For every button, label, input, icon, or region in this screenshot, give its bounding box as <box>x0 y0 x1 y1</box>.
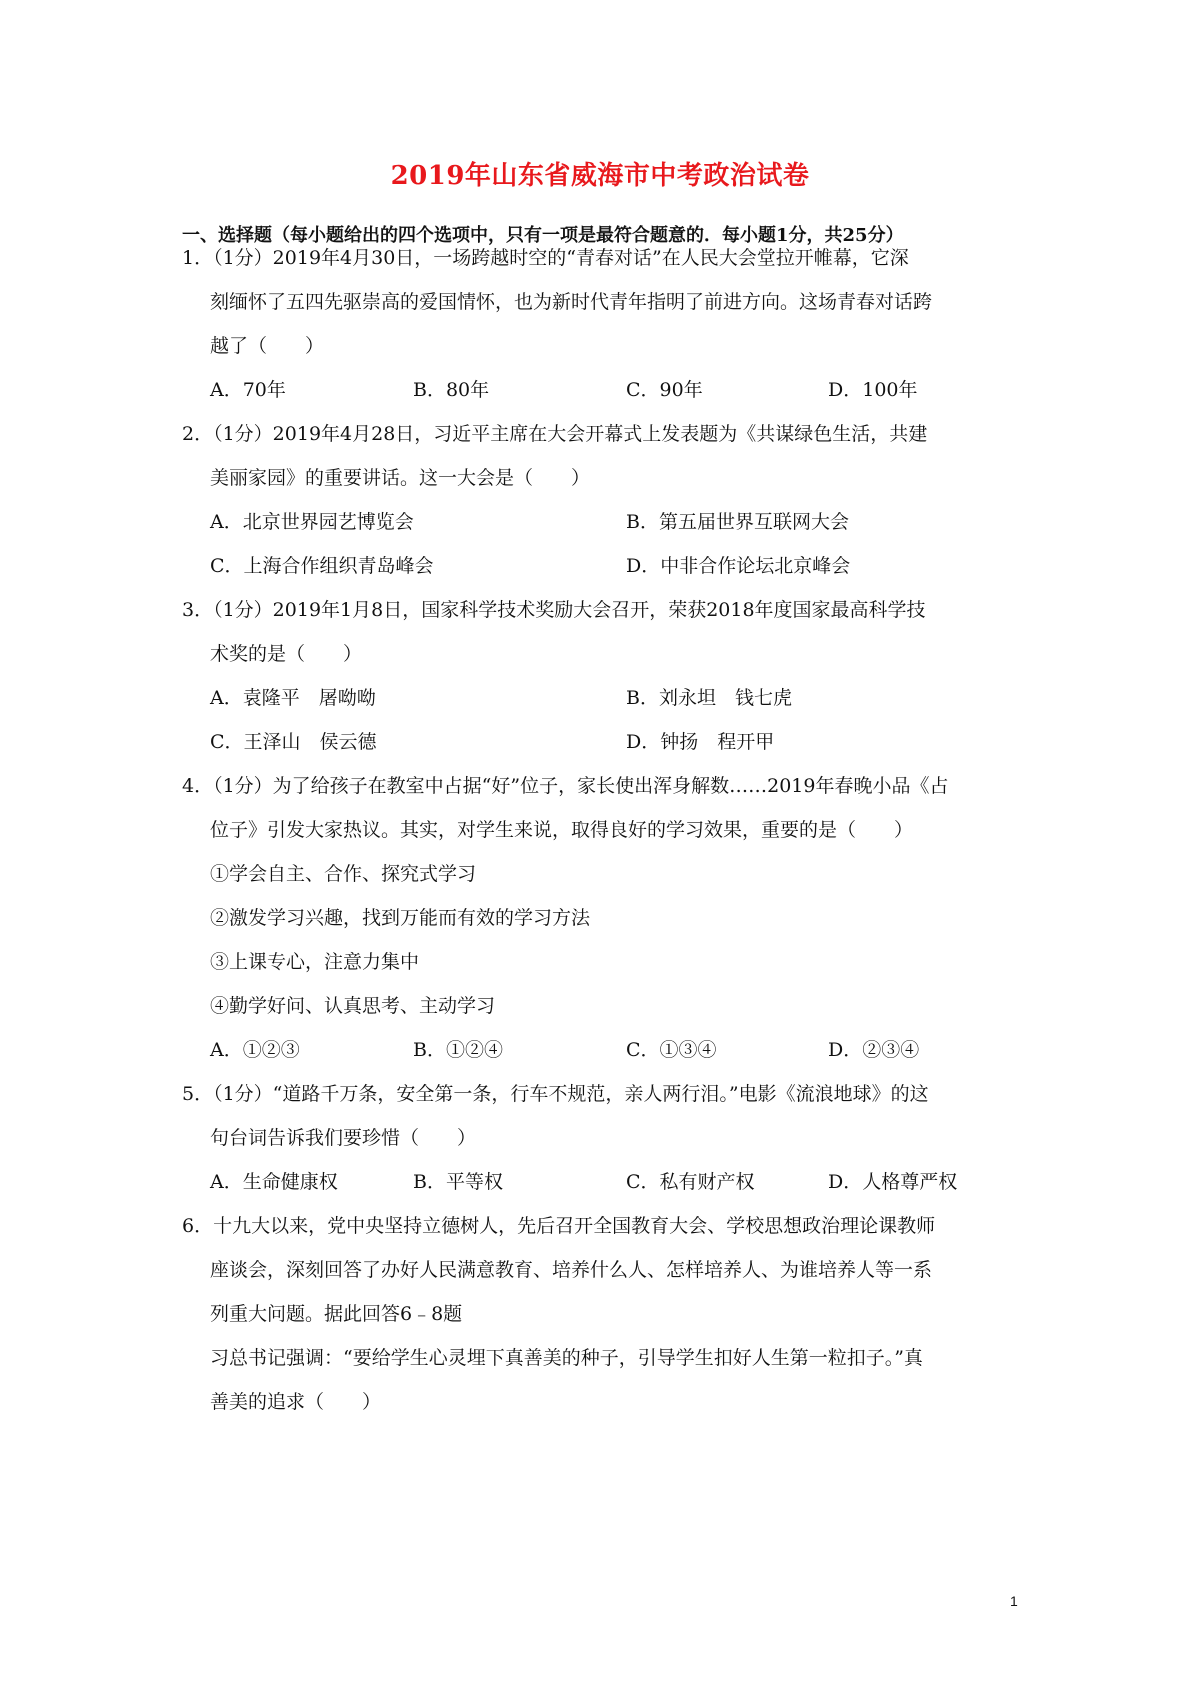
question-5-line-1: 5．（1分）“道路千万条，安全第一条，行车不规范，亲人两行泪。”电影《流浪地球》的这 <box>182 1083 929 1105</box>
question-2-option-c: C．上海合作组织青岛峰会 <box>210 555 434 577</box>
question-2-option-b: B．第五届世界互联网大会 <box>626 511 849 533</box>
question-1-option-d: D．100年 <box>828 379 918 401</box>
question-4-option-d: D．②③④ <box>828 1039 920 1061</box>
question-1-option-b: B．80年 <box>413 379 490 401</box>
question-5-option-b: B．平等权 <box>413 1171 503 1193</box>
question-5-option-c: C．私有财产权 <box>626 1171 755 1193</box>
question-5-option-d: D．人格尊严权 <box>828 1171 958 1193</box>
question-3-option-b: B．刘永坦 钱七虎 <box>626 687 792 709</box>
question-2-option-d: D．中非合作论坛北京峰会 <box>626 555 851 577</box>
question-1-line-2: 刻缅怀了五四先驱崇高的爱国情怀，也为新时代青年指明了前进方向。这场青春对话跨 <box>210 291 933 313</box>
question-4-statement-4: ④勤学好问、认真思考、主动学习 <box>210 995 496 1017</box>
question-3-option-d: D．钟扬 程开甲 <box>626 731 775 753</box>
question-4-statement-2: ②激发学习兴趣，找到万能而有效的学习方法 <box>210 907 591 929</box>
question-1-line-1: 1．（1分）2019年4月30日，一场跨越时空的“青春对话”在人民大会堂拉开帷幕，它深 <box>182 247 909 269</box>
question-6-line-3: 列重大问题。据此回答6﹣8题 <box>210 1303 463 1325</box>
question-4-statement-1: ①学会自主、合作、探究式学习 <box>210 863 477 885</box>
question-3-option-c: C．王泽山 侯云德 <box>210 731 377 753</box>
question-1-option-a: A．70年 <box>210 379 286 401</box>
question-4-line-2: 位子》引发大家热议。其实，对学生来说，取得良好的学习效果，重要的是（ ） <box>210 819 914 841</box>
question-2-line-1: 2．（1分）2019年4月28日，习近平主席在大会开幕式上发表题为《共谋绿色生活，共建 <box>182 423 928 445</box>
question-4-option-b: B．①②④ <box>413 1039 503 1061</box>
question-2-line-2: 美丽家园》的重要讲话。这一大会是（ ） <box>210 467 591 489</box>
section-heading: 一、选择题（每小题给出的四个选项中，只有一项是最符合题意的．每小题1分，共25分） <box>182 225 904 246</box>
question-3-line-2: 术奖的是（ ） <box>210 643 363 665</box>
question-1-option-c: C．90年 <box>626 379 703 401</box>
question-4-option-a: A．①②③ <box>210 1039 300 1061</box>
question-4-statement-3: ③上课专心，注意力集中 <box>210 951 420 973</box>
question-6-line-5: 善美的追求（ ） <box>210 1391 382 1413</box>
question-5-line-2: 句台词告诉我们要珍惜（ ） <box>210 1127 477 1149</box>
question-6-line-2: 座谈会，深刻回答了办好人民满意教育、培养什么人、怎样培养人、为谁培养人等一系 <box>210 1259 933 1281</box>
question-6-line-4: 习总书记强调：“要给学生心灵埋下真善美的种子，引导学生扣好人生第一粒扣子。”真 <box>210 1347 923 1369</box>
question-4-line-1: 4．（1分）为了给孩子在教室中占据“好”位子，家长使出浑身解数……2019年春晚小品《占 <box>182 775 949 797</box>
question-4-option-c: C．①③④ <box>626 1039 717 1061</box>
question-3-line-1: 3．（1分）2019年1月8日，国家科学技术奖励大会召开，荣获2018年度国家最高科学技 <box>182 599 926 621</box>
question-6-line-1: 6．十九大以来，党中央坚持立德树人，先后召开全国教育大会、学校思想政治理论课教师 <box>182 1215 936 1237</box>
question-1-line-3: 越了（ ） <box>210 335 325 357</box>
question-3-option-a: A．袁隆平 屠呦呦 <box>210 687 376 709</box>
question-2-option-a: A．北京世界园艺博览会 <box>210 511 414 533</box>
page-title: 2019年山东省威海市中考政治试卷 <box>390 161 810 191</box>
page-number: 1 <box>1010 1593 1018 1609</box>
question-5-option-a: A．生命健康权 <box>210 1171 338 1193</box>
